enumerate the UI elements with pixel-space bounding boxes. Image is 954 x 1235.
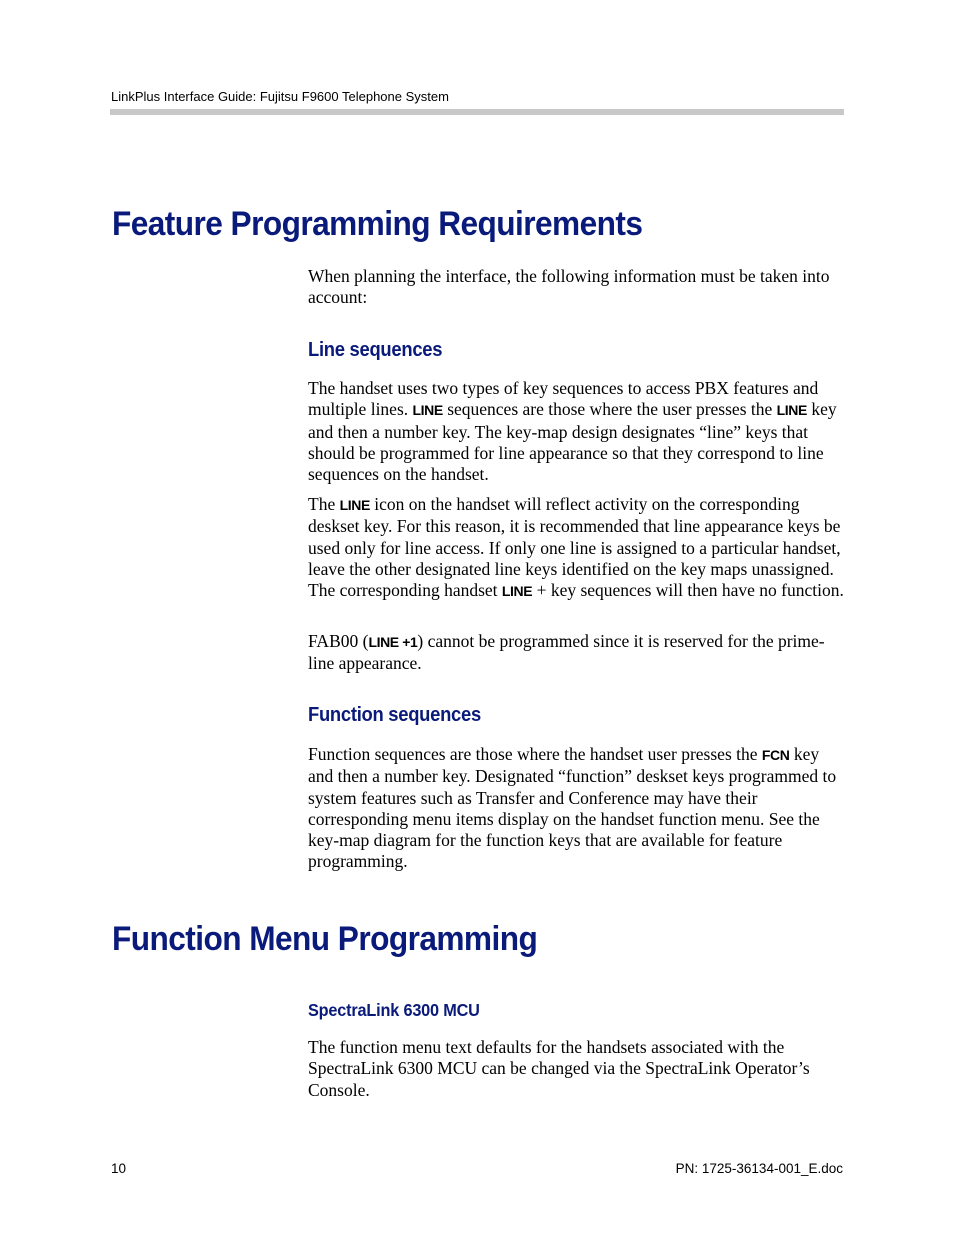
header-rule	[110, 109, 844, 115]
text-run: key and then a number key. Designated “function” deskset keys programmed to system features such as Transfer and Conference may have their corresponding menu items display on the handset function menu. See the key-map diagram for the function keys that are available for feature programming.	[308, 744, 837, 872]
function-sequences-paragraph	[308, 744, 844, 873]
text-run: + key sequences will then have no function.	[532, 580, 844, 601]
text-run: Function sequences are those where the handset user presses the	[308, 744, 762, 764]
text-run: key and then a number key. The key-map design designates “line” keys that should be programmed for line appearance so that they correspond to line sequences on the handset.	[308, 399, 837, 485]
text-run: sequences are those where the user presses the	[442, 399, 777, 420]
line-sequences-paragraph-2	[308, 494, 844, 602]
fcn-key-label: FCN	[761, 747, 790, 763]
text-run: The	[308, 494, 340, 514]
line-sequences-paragraph-1	[308, 378, 844, 485]
running-header: LinkPlus Interface Guide: Fujitsu F9600 Telephone System	[111, 89, 449, 104]
intro-paragraph: When planning the interface, the following information must be taken into account:	[308, 266, 830, 308]
section-title-function-menu: Function Menu Programming	[112, 920, 538, 958]
heading-line-sequences: Line sequences	[308, 339, 443, 361]
heading-spectralink-mcu: SpectraLink 6300 MCU	[308, 1000, 480, 1020]
line-key-label: LINE	[776, 402, 807, 419]
page-number: 10	[111, 1161, 127, 1176]
heading-function-sequences: Function sequences	[308, 704, 481, 726]
text-run: FAB00 (	[308, 631, 369, 651]
text-run: ) cannot be programmed since it is reserved for the prime-line appearance.	[308, 631, 825, 674]
line-key-label: LINE	[412, 402, 443, 419]
line-plus-one-key-label: LINE +1	[368, 634, 418, 650]
function-menu-paragraph: The function menu text defaults for the handsets associated with the SpectraLink 6300 MCU can be changed via the SpectraLink Operator’s Console.	[308, 1037, 810, 1100]
line-sequences-paragraph-3	[308, 631, 844, 675]
text-run: icon on the handset will reflect activity on the corresponding deskset key. For this reason, it is recommended that line appearance keys be used only for line access. If only one line is assigned to a particular handset, leave the other designated line keys identified on the key maps unassigned. The corresponding handset	[308, 494, 841, 601]
section-title-feature-programming: Feature Programming Requirements	[112, 205, 643, 243]
part-number: PN: 1725-36134-001_E.doc	[675, 1161, 843, 1176]
text-run: The handset uses two types of key sequences to access PBX features and multiple lines.	[308, 378, 819, 420]
line-key-label: LINE	[339, 497, 370, 513]
line-key-label: LINE	[501, 583, 533, 600]
